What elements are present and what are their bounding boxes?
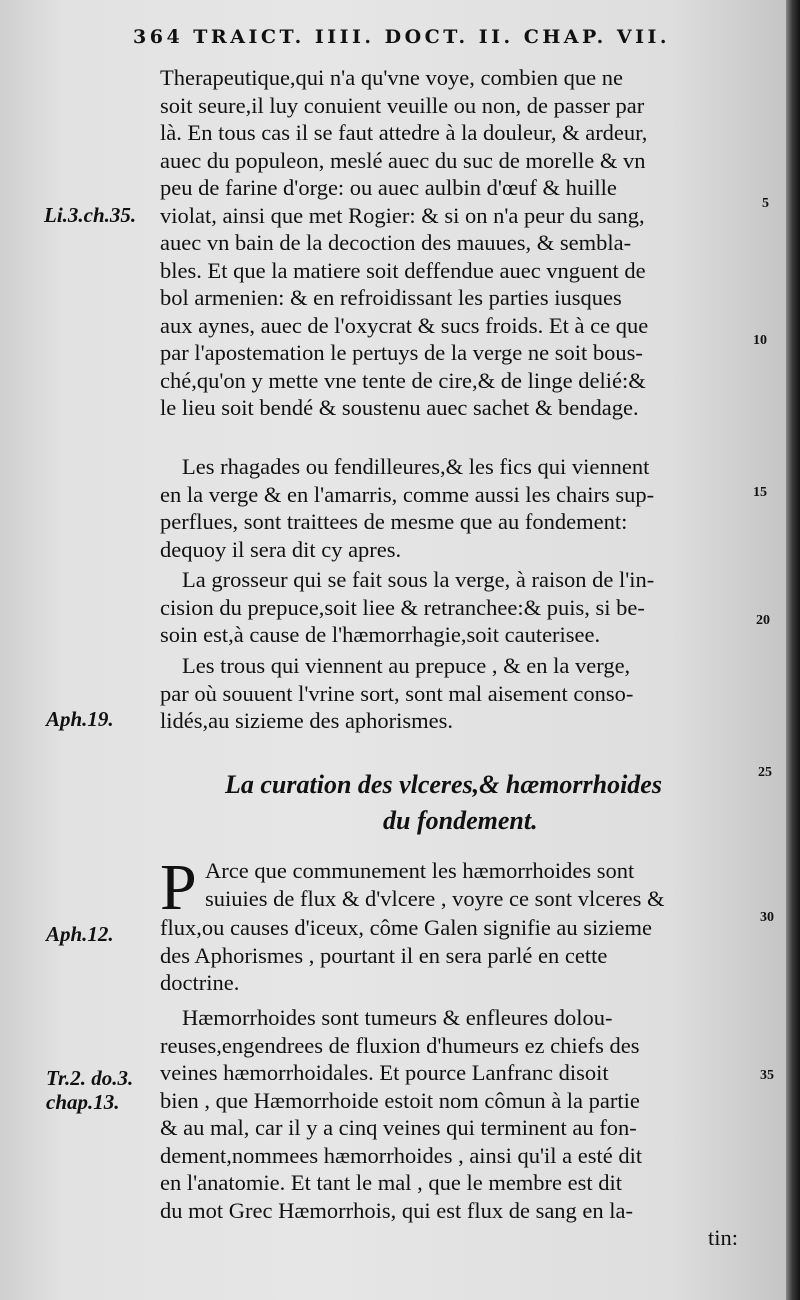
- margin-note-tr2: Tr.2. do.3.: [46, 1066, 134, 1090]
- text-line: tin:: [708, 1225, 739, 1250]
- line-number: 25: [758, 765, 772, 780]
- text-line: des Aphorismes , pourtant il en sera parlé en cette: [160, 942, 608, 968]
- text-line: Arce que communement les hæmorrhoides sont: [205, 858, 635, 883]
- running-head: 364 TRAICT. IIII. DOCT. II. CHAP. VII.: [133, 26, 671, 48]
- text-line: flux,ou causes d'iceux, côme Galen signifie au sizieme: [160, 915, 653, 940]
- paragraph-grosseur: [160, 566, 770, 649]
- margin-note-li3: Li.3.ch.35.: [44, 203, 137, 227]
- drop-cap: P: [160, 851, 197, 924]
- page-edge-shadow: [786, 0, 800, 1300]
- text-line: ché,qu'on y mette vne tente de cire,& de linge delié:&: [160, 367, 646, 393]
- text-line: suiuies de flux & d'vlcere , voyre ce sont vlceres &: [205, 885, 665, 911]
- margin-note-aph19: Aph.19.: [46, 707, 114, 731]
- line-number: 35: [760, 1068, 774, 1083]
- text-line: par l'apostemation le pertuys de la verge ne soit bous-: [160, 340, 643, 365]
- text-line: dement,nommees hæmorrhoides , ainsi qu'il a esté dit: [160, 1142, 643, 1168]
- line-number: 20: [756, 613, 770, 628]
- margin-note-aph12: Aph.12.: [46, 922, 114, 946]
- margin-note-chap13: chap.13.: [46, 1090, 120, 1114]
- text-line: Therapeutique,qui n'a qu'vne voye, combien que ne: [160, 65, 623, 90]
- text-line: aux aynes, auec de l'oxycrat & sucs froids. Et à ce que: [160, 312, 649, 338]
- text-line: dequoy il sera dit cy apres.: [160, 536, 402, 562]
- text-line: bles. Et que la matiere soit deffendue auec vnguent de: [160, 257, 646, 283]
- text-line: par où souuent l'vrine sort, sont mal aisement conso-: [160, 680, 634, 706]
- text-line: soit seure,il luy conuient veuille ou non, de passer par: [160, 92, 645, 118]
- text-line: bol armenien: & en refroidissant les parties iusques: [160, 285, 622, 310]
- text-line: Hæmorrhoides sont tumeurs & enfleures dolou-: [182, 1005, 613, 1030]
- line-number: 30: [760, 910, 774, 925]
- text-line: veines hæmorrhoidales. Et pource Lanfranc disoit: [160, 1060, 609, 1085]
- line-number: 10: [753, 333, 767, 348]
- text-line: La grosseur qui se fait sous la verge, à raison de l'in-: [182, 567, 655, 592]
- text-line: là. En tous cas il se faut attedre à la douleur, & ardeur,: [160, 120, 648, 145]
- text-line: doctrine.: [160, 970, 240, 995]
- paragraph-therapeutique: [160, 64, 770, 422]
- text-line: violat, ainsi que met Rogier: & si on n'a peur du sang,: [160, 202, 645, 228]
- text-line: du mot Grec Hæmorrhois, qui est flux de sang en la-: [160, 1197, 634, 1223]
- text-line: reuses,engendrees de fluxion d'humeurs ez chiefs des: [160, 1032, 640, 1058]
- paragraph-trous: [160, 652, 770, 735]
- text-line: bien , que Hæmorrhoide estoit nom cômun à la partie: [160, 1087, 640, 1113]
- text-line: lidés,au sizieme des aphorismes.: [160, 708, 454, 733]
- text-line: Les rhagades ou fendilleures,& les fics qui viennent: [182, 454, 650, 479]
- line-number: 15: [753, 485, 767, 500]
- text-line: auec vn bain de la decoction des mauues, & sembla-: [160, 230, 632, 255]
- text-line: cision du prepuce,soit liee & retranchee:& puis, si be-: [160, 594, 645, 620]
- text-line: en la verge & en l'amarris, comme aussi les chairs sup-: [160, 481, 655, 507]
- section-title-line2: du fondement.: [383, 806, 538, 835]
- text-line: auec du populeon, meslé auec du suc de morelle & vn: [160, 147, 646, 173]
- text-line: soin est,à cause de l'hæmorrhagie,soit cauterisee.: [160, 622, 601, 647]
- text-line: le lieu soit bendé & soustenu auec sachet & bendage.: [160, 395, 639, 420]
- text-line: en l'anatomie. Et tant le mal , que le membre est dit: [160, 1170, 623, 1195]
- text-line: peu de farine d'orge: ou auec aulbin d'œuf & huille: [160, 175, 617, 200]
- text-line: & au mal, car il y a cinq veines qui terminent au fon-: [160, 1115, 637, 1140]
- text-line: perflues, sont traittees de mesme que au fondement:: [160, 509, 628, 534]
- paragraph-rhagades: [160, 453, 770, 563]
- paragraph-hemorrhoides-intro-cont: [160, 914, 770, 997]
- text-line: Les trous qui viennent au prepuce , & en la verge,: [182, 653, 631, 678]
- paragraph-hemorrhoides-intro: [205, 857, 770, 912]
- line-number: 5: [762, 196, 769, 211]
- section-title-line1: La curation des vlceres,& hæmorrhoides: [225, 770, 662, 799]
- paragraph-hemorrhoides-definition: [160, 1004, 770, 1252]
